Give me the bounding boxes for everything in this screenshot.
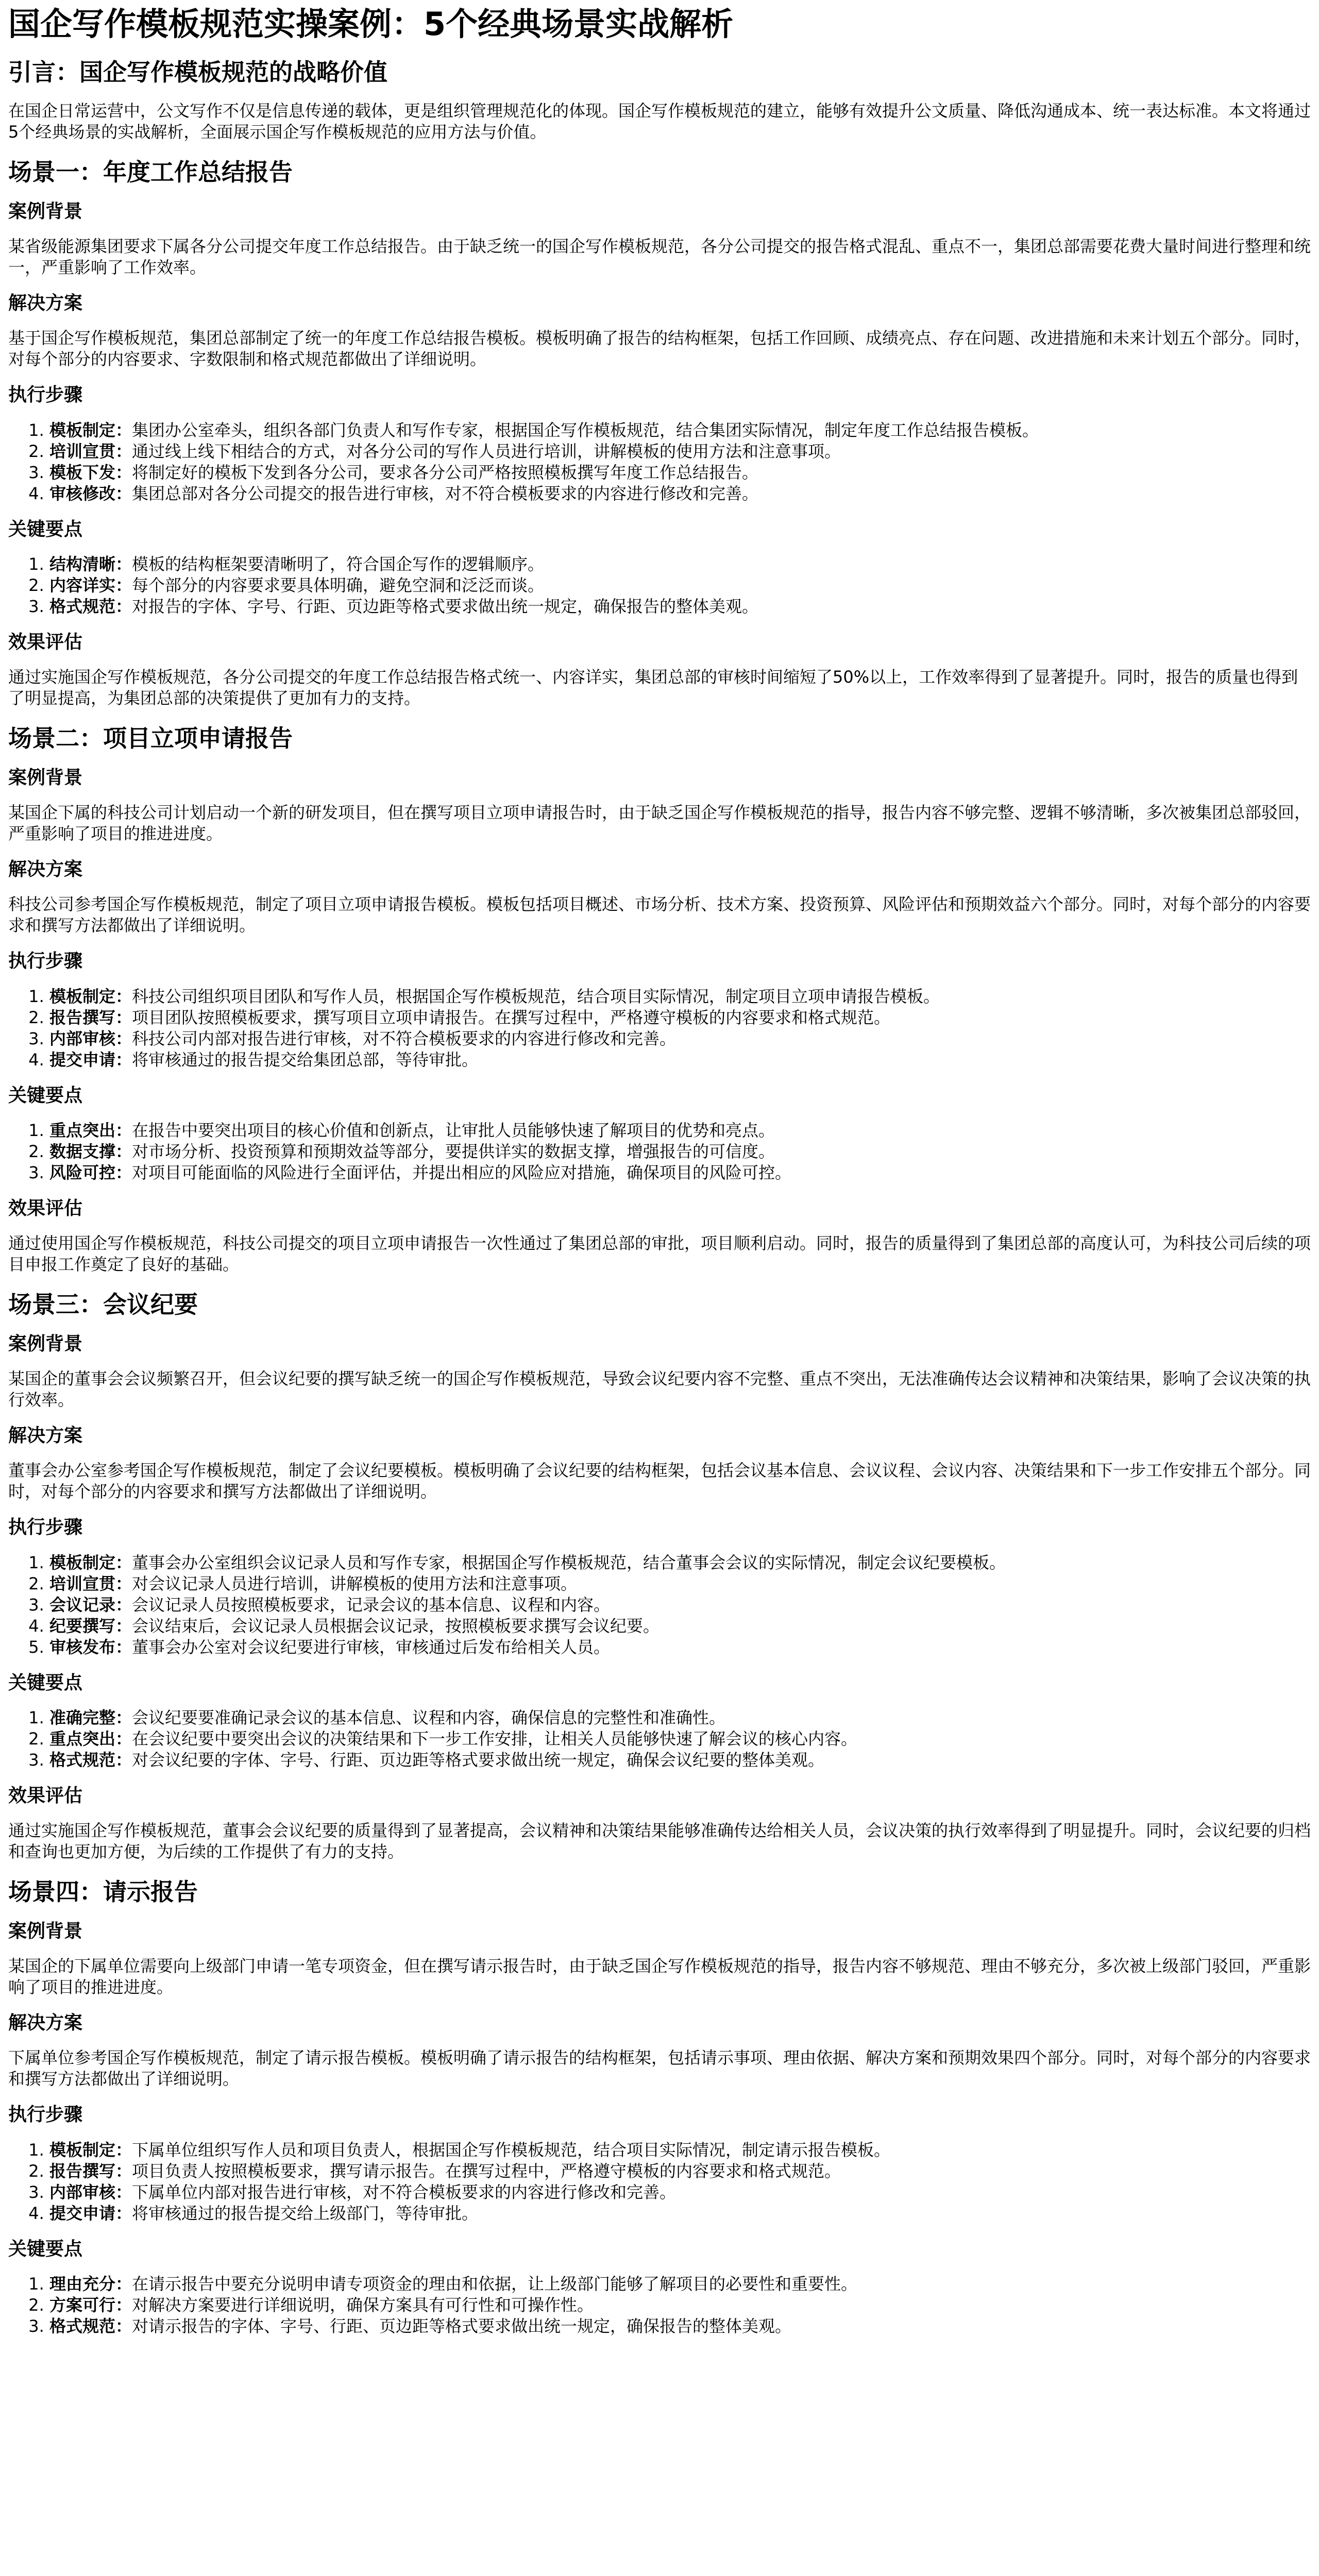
item-text: 对会议记录人员进行培训，讲解模板的使用方法和注意事项。 [132,1573,578,1594]
item-text: 将审核通过的报告提交给上级部门，等待审批。 [132,2203,479,2223]
background-paragraph: 某国企下属的科技公司计划启动一个新的研发项目，但在撰写项目立项申请报告时，由于缺乏国企写作模板规范的指导，报告内容不够完整、逻辑不够清晰，多次被集团总部驳回，严重影响了项目的推进进度。 [8,803,1311,844]
points-heading: 关键要点 [8,1084,83,1106]
item-text: 科技公司内部对报告进行审核，对不符合模板要求的内容进行修改和完善。 [132,1028,677,1048]
step-item [49,1595,1311,1616]
steps-heading: 执行步骤 [8,2104,83,2126]
item-label: 数据支撑： [49,1142,132,1162]
item-text: 董事会办公室对会议纪要进行审核，审核通过后发布给相关人员。 [132,1637,611,1657]
step-item [49,1049,1311,1071]
item-label: 模板制定： [49,420,132,440]
point-item [49,1728,1311,1750]
item-label: 报告撰写： [49,2161,132,2181]
item-label: 准确完整： [49,1708,132,1728]
item-text: 在请示报告中要充分说明申请专项资金的理由和依据，让上级部门能够了解项目的必要性和重要性。 [132,2274,858,2294]
item-text: 模板的结构框架要清晰明了，符合国企写作的逻辑顺序。 [132,554,545,574]
item-text: 下属单位组织写作人员和项目负责人，根据国企写作模板规范，结合项目实际情况，制定请示报告模板。 [132,2140,891,2160]
background-heading: 案例背景 [8,200,83,222]
item-text: 集团办公室牵头，组织各部门负责人和写作专家，根据国企写作模板规范，结合集团实际情况，制定年度工作总结报告模板。 [132,420,1039,440]
steps-list [8,1552,1311,1658]
item-label: 提交申请： [49,2203,132,2223]
points-heading: 关键要点 [8,2238,83,2260]
solution-paragraph: 基于国企写作模板规范，集团总部制定了统一的年度工作总结报告模板。模板明确了报告的结构框架，包括工作回顾、成绩亮点、存在问题、改进措施和未来计划五个部分。同时，对每个部分的内容要求、字数限制和格式规范都做出了详细说明。 [8,328,1311,369]
evaluation-heading: 效果评估 [8,1785,83,1806]
point-item [49,554,1311,575]
step-item [49,986,1311,1007]
item-label: 模板制定： [49,2140,132,2160]
item-label: 会议记录： [49,1595,132,1615]
item-label: 风险可控： [49,1163,132,1182]
steps-heading: 执行步骤 [8,384,83,406]
item-label: 培训宣贯： [49,1573,132,1594]
background-heading: 案例背景 [8,767,83,788]
steps-list [8,2140,1311,2224]
solution-heading: 解决方案 [8,2012,83,2033]
evaluation-paragraph: 通过实施国企写作模板规范，各分公司提交的年度工作总结报告格式统一、内容详实，集团总部的审核时间缩短了50%以上，工作效率得到了显著提升。同时，报告的质量也得到了明显提高，为集团总部的决策提供了更加有力的支持。 [8,667,1298,708]
step-item [49,441,1311,462]
item-text: 会议纪要要准确记录会议的基本信息、议程和内容，确保信息的完整性和准确性。 [132,1708,726,1728]
item-text: 对会议纪要的字体、字号、行距、页边距等格式要求做出统一规定，确保会议纪要的整体美观。 [132,1750,825,1770]
steps-list [8,420,1311,504]
item-label: 方案可行： [49,2295,132,2315]
item-label: 内部审核： [49,1028,132,1048]
item-label: 模板制定： [49,986,132,1006]
step-item [49,1616,1311,1637]
evaluation-heading: 效果评估 [8,1197,83,1219]
point-item [49,1750,1311,1771]
scenes-container [8,158,1311,2337]
solution-heading: 解决方案 [8,1425,83,1446]
steps-heading: 执行步骤 [8,951,83,972]
point-item [49,575,1311,596]
points-list [8,554,1311,617]
intro-paragraph: 在国企日常运营中，公文写作不仅是信息传递的载体，更是组织管理规范化的体现。国企写作模板规范的建立，能够有效提升公文质量、降低沟通成本、统一表达标准。本文将通过5个经典场景的实战解析，全面展示国企写作模板规范的应用方法与价值。 [8,101,1311,142]
step-item [49,2140,1311,2161]
background-paragraph: 某国企的董事会会议频繁召开，但会议纪要的撰写缺乏统一的国企写作模板规范，导致会议纪要内容不完整、重点不突出，无法准确传达会议精神和决策结果，影响了会议决策的执行效率。 [8,1369,1311,1410]
item-label: 纪要撰写： [49,1616,132,1636]
steps-heading: 执行步骤 [8,1517,83,1538]
points-heading: 关键要点 [8,1672,83,1693]
step-item [49,1028,1311,1049]
evaluation-heading: 效果评估 [8,631,83,653]
step-item [49,1007,1311,1028]
steps-list [8,986,1311,1071]
item-label: 提交申请： [49,1049,132,1070]
solution-heading: 解决方案 [8,858,83,880]
step-item [49,462,1311,483]
intro-heading: 引言：国企写作模板规范的战略价值 [8,58,387,87]
solution-paragraph: 下属单位参考国企写作模板规范，制定了请示报告模板。模板明确了请示报告的结构框架，包括请示事项、理由依据、解决方案和预期效果四个部分。同时，对每个部分的内容要求和撰写方法都做出了详细说明。 [8,2048,1311,2089]
solution-paragraph: 科技公司参考国企写作模板规范，制定了项目立项申请报告模板。模板包括项目概述、市场分析、技术方案、投资预算、风险评估和预期效益六个部分。同时，对每个部分的内容要求和撰写方法都做出了详细说明。 [8,894,1311,936]
item-label: 审核修改： [49,483,132,503]
background-paragraph: 某省级能源集团要求下属各分公司提交年度工作总结报告。由于缺乏统一的国企写作模板规范，各分公司提交的报告格式混乱、重点不一，集团总部需要花费大量时间进行整理和统一，严重影响了工作效率。 [8,236,1311,278]
item-text: 科技公司组织项目团队和写作人员，根据国企写作模板规范，结合项目实际情况，制定项目立项申请报告模板。 [132,986,940,1006]
point-item [49,1120,1311,1141]
item-text: 董事会办公室组织会议记录人员和写作专家，根据国企写作模板规范，结合董事会会议的实际情况，制定会议纪要模板。 [132,1552,1006,1572]
step-item [49,1552,1311,1573]
item-text: 对解决方案要进行详细说明，确保方案具有可行性和可操作性。 [132,2295,594,2315]
background-heading: 案例背景 [8,1333,83,1354]
item-label: 内容详实： [49,575,132,596]
step-item [49,1637,1311,1658]
item-label: 审核发布： [49,1637,132,1657]
item-text: 对项目可能面临的风险进行全面评估，并提出相应的风险应对措施，确保项目的风险可控。 [132,1163,792,1182]
point-item [49,2316,1311,2337]
item-text: 项目团队按照模板要求，撰写项目立项申请报告。在撰写过程中，严格遵守模板的内容要求和格式规范。 [132,1007,891,1027]
points-list [8,2274,1311,2337]
scene-section [8,158,1311,709]
item-label: 内部审核： [49,2182,132,2202]
item-text: 会议记录人员按照模板要求，记录会议的基本信息、议程和内容。 [132,1595,611,1615]
item-label: 培训宣贯： [49,441,132,461]
item-text: 对报告的字体、字号、行距、页边距等格式要求做出统一规定，确保报告的整体美观。 [132,597,759,616]
item-text: 对请示报告的字体、字号、行距、页边距等格式要求做出统一规定，确保报告的整体美观。 [132,2316,792,2336]
item-text: 集团总部对各分公司提交的报告进行审核，对不符合模板要求的内容进行修改和完善。 [132,483,759,503]
scene-heading: 场景一：年度工作总结报告 [8,158,293,187]
item-text: 下属单位内部对报告进行审核，对不符合模板要求的内容进行修改和完善。 [132,2182,677,2202]
points-list [8,1120,1311,1183]
item-label: 格式规范： [49,2316,132,2336]
page-title: 国企写作模板规范实操案例：5个经典场景实战解析 [8,5,734,43]
solution-heading: 解决方案 [8,292,83,314]
step-item [49,483,1311,504]
scene-heading: 场景四：请示报告 [8,1878,198,1906]
point-item [49,2274,1311,2295]
item-text: 将审核通过的报告提交给集团总部，等待审批。 [132,1049,479,1070]
step-item [49,420,1311,441]
item-text: 对市场分析、投资预算和预期效益等部分，要提供详实的数据支撑，增强报告的可信度。 [132,1142,775,1162]
item-text: 在报告中要突出项目的核心价值和创新点，让审批人员能够快速了解项目的优势和亮点。 [132,1121,775,1141]
step-item [49,2203,1311,2224]
item-text: 会议结束后，会议记录人员根据会议记录，按照模板要求撰写会议纪要。 [132,1616,660,1636]
item-label: 模板制定： [49,1552,132,1572]
point-item [49,1162,1311,1183]
scene-section [8,724,1311,1275]
item-text: 每个部分的内容要求要具体明确，避免空洞和泛泛而谈。 [132,575,545,596]
item-label: 理由充分： [49,2274,132,2294]
points-list [8,1707,1311,1771]
step-item [49,1573,1311,1595]
solution-paragraph: 董事会办公室参考国企写作模板规范，制定了会议纪要模板。模板明确了会议纪要的结构框架，包括会议基本信息、会议议程、会议内容、决策结果和下一步工作安排五个部分。同时，对每个部分的内容要求和撰写方法都做出了详细说明。 [8,1461,1311,1502]
item-text: 项目负责人按照模板要求，撰写请示报告。在撰写过程中，严格遵守模板的内容要求和格式规范。 [132,2161,841,2181]
points-heading: 关键要点 [8,518,83,540]
item-text: 将制定好的模板下发到各分公司，要求各分公司严格按照模板撰写年度工作总结报告。 [132,462,759,482]
item-text: 通过线上线下相结合的方式，对各分公司的写作人员进行培训，讲解模板的使用方法和注意事项。 [132,441,841,461]
background-heading: 案例背景 [8,1920,83,1942]
point-item [49,2295,1311,2316]
evaluation-paragraph: 通过使用国企写作模板规范，科技公司提交的项目立项申请报告一次性通过了集团总部的审批，项目顺利启动。同时，报告的质量得到了集团总部的高度认可，为科技公司后续的项目申报工作奠定了良好的基础。 [8,1233,1311,1275]
scene-section [8,1291,1311,1862]
scene-heading: 场景三：会议纪要 [8,1291,198,1319]
step-item [49,2161,1311,2182]
evaluation-paragraph: 通过实施国企写作模板规范，董事会会议纪要的质量得到了显著提高，会议精神和决策结果能够准确传达给相关人员，会议决策的执行效率得到了明显提升。同时，会议纪要的归档和查询也更加方便，为后续的工作提供了有力的支持。 [8,1821,1311,1862]
point-item [49,1141,1311,1162]
item-label: 重点突出： [49,1121,132,1141]
point-item [49,596,1311,617]
item-label: 格式规范： [49,1750,132,1770]
item-text: 在会议纪要中要突出会议的决策结果和下一步工作安排，让相关人员能够快速了解会议的核心内容。 [132,1729,858,1749]
background-paragraph: 某国企的下属单位需要向上级部门申请一笔专项资金，但在撰写请示报告时，由于缺乏国企写作模板规范的指导，报告内容不够规范、理由不够充分，多次被上级部门驳回，严重影响了项目的推进进度。 [8,1956,1311,1997]
point-item [49,1707,1311,1728]
item-label: 报告撰写： [49,1007,132,1027]
step-item [49,2182,1311,2203]
item-label: 结构清晰： [49,554,132,574]
item-label: 模板下发： [49,462,132,482]
scene-heading: 场景二：项目立项申请报告 [8,724,293,753]
item-label: 重点突出： [49,1729,132,1749]
item-label: 格式规范： [49,597,132,616]
scene-section [8,1878,1311,2337]
